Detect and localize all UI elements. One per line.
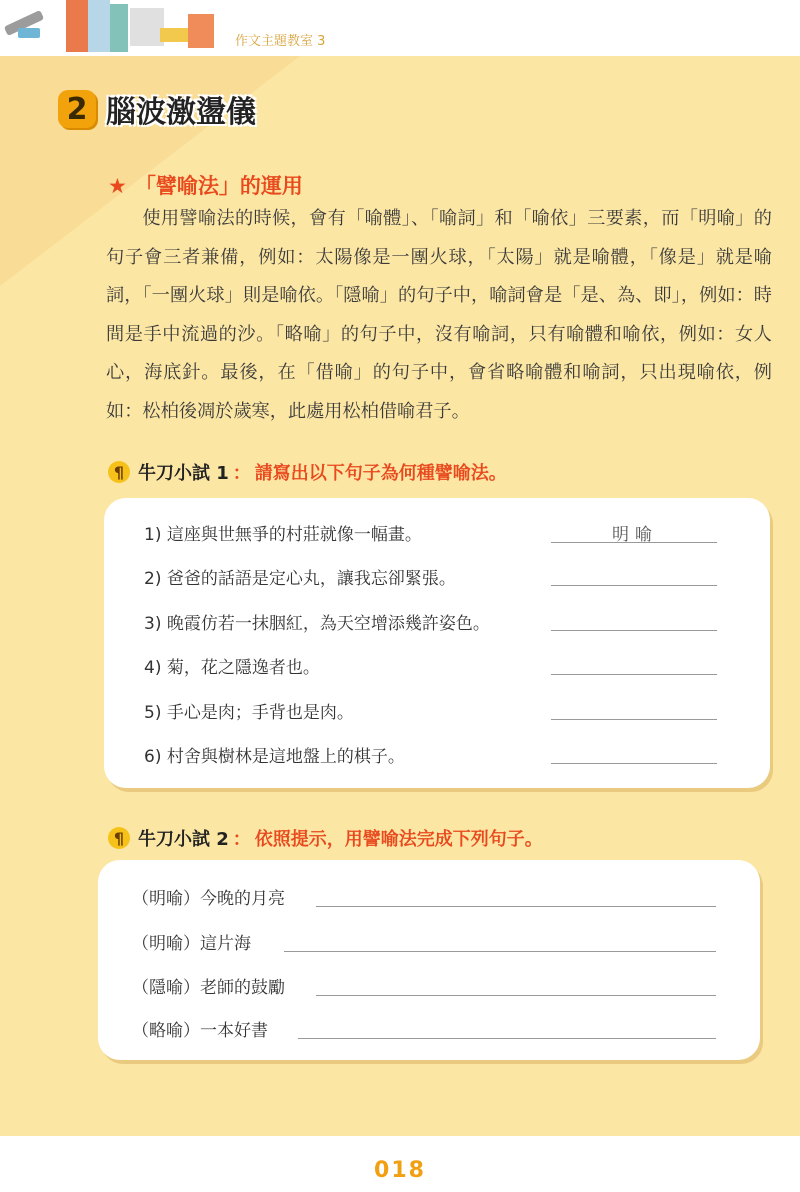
exercise2-answer-4[interactable] xyxy=(298,1014,716,1039)
exercise2-item-2: （明喻）這片海 xyxy=(132,934,251,954)
topic-title: 「譬喻法」的運用 xyxy=(134,174,303,198)
exercise2-answer-1[interactable] xyxy=(316,882,716,907)
exercise1-instruction: 請寫出以下句子為何種譬喻法。 xyxy=(254,463,507,484)
exercise1-heading xyxy=(108,458,507,486)
topic-heading xyxy=(108,170,303,200)
exercise1-card xyxy=(104,498,770,788)
section-title: 腦波激盪儀 xyxy=(106,95,256,130)
exercise2-colon: ： xyxy=(232,829,251,850)
exercise2-heading xyxy=(108,824,543,852)
explanation-paragraph: 使用譬喻法的時候，會有「喻體」、「喻詞」和「喻依」三要素，而「明喻」的句子會三者兼備，例如：太陽像是一團火球，「太陽」就是喻體，「像是」就是喻詞，「一團火球」則是喻依。「隱喻」的句子中，喻詞會是「是、為、即」，例如：時間是手中流過的沙。「略喻」的句子中，沒有喻詞，只有喻體和喻依，例如：女人心，海底針。最後，在「借喻」的句子中，會省略喻體和喻詞，只出現喻依，例如：松柏後凋於歲寒，此處用松柏借喻君子。 xyxy=(106,208,772,422)
exercise1-answer-6[interactable] xyxy=(551,739,717,764)
section-heading xyxy=(58,88,256,130)
exercise2-item-3: （隱喻）老師的鼓勵 xyxy=(132,978,285,998)
exercise2-answer-2[interactable] xyxy=(284,927,716,952)
exercise1-item-3: 3) 晚霞仿若一抹胭紅，為天空增添幾許姿色。 xyxy=(144,614,490,634)
exercise1-answer-5[interactable] xyxy=(551,695,717,720)
exercise1-answer-1-text: 明喻 xyxy=(612,525,658,545)
fork-knife-icon: ¶ xyxy=(108,461,130,483)
exercise1-answer-4[interactable] xyxy=(551,650,717,675)
exercise2-instruction: 依照提示，用譬喻法完成下列句子。 xyxy=(254,829,543,850)
exercise1-item-5: 5) 手心是肉；手背也是肉。 xyxy=(144,703,354,723)
header-title: 作文主題教室 3 xyxy=(235,34,326,49)
fork-knife-icon: ¶ xyxy=(108,827,130,849)
section-number-badge: 2 xyxy=(58,90,96,128)
exercise2-item-1: （明喻）今晚的月亮 xyxy=(132,889,285,909)
exercise1-answer-3[interactable] xyxy=(551,606,717,631)
exercise1-colon: ： xyxy=(232,463,251,484)
exercise1-item-1: 1) 這座與世無爭的村莊就像一幅畫。 xyxy=(144,525,422,545)
exercise1-label: 牛刀小試 1 xyxy=(138,463,229,484)
exercise1-item-2: 2) 爸爸的話語是定心丸，讓我忘卻緊張。 xyxy=(144,569,456,589)
exercise1-answer-2[interactable] xyxy=(551,561,717,586)
exercise2-label: 牛刀小試 2 xyxy=(138,829,229,850)
star-icon: ★ xyxy=(108,174,127,198)
exercise2-answer-3[interactable] xyxy=(316,971,716,996)
exercise2-item-4: （略喻）一本好書 xyxy=(132,1021,268,1041)
exercise2-card xyxy=(98,860,760,1060)
exercise1-item-6: 6) 村舍與樹林是這地盤上的棋子。 xyxy=(144,747,405,767)
stationery-illustration xyxy=(0,0,230,56)
page-number: 018 xyxy=(374,1158,426,1183)
exercise1-item-4: 4) 菊，花之隱逸者也。 xyxy=(144,658,320,678)
